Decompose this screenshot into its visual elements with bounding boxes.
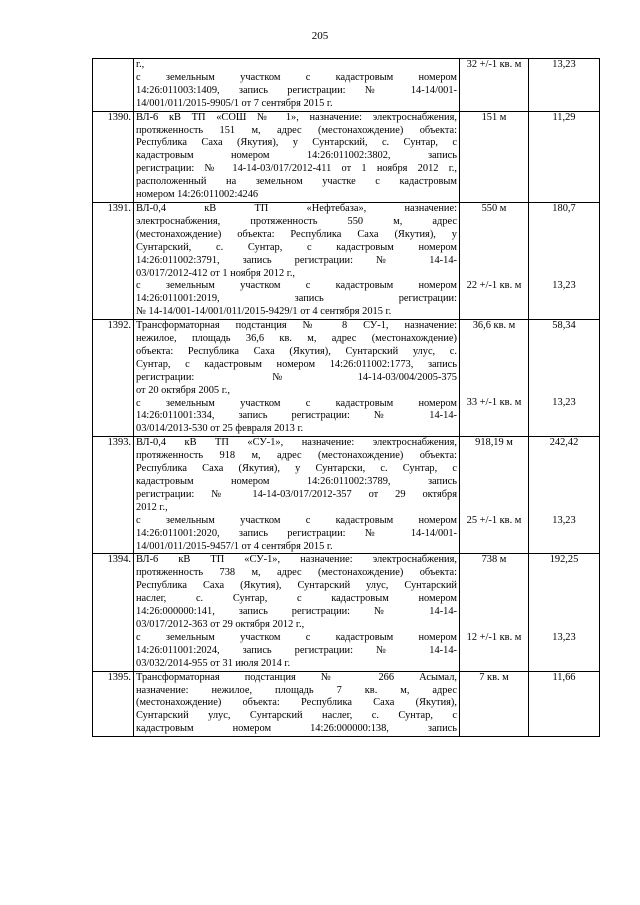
description-line: 03/017/2012-363 от 29 октября 2012 г., (136, 618, 305, 630)
row-description (134, 320, 460, 437)
area-value: 25 +/-1 кв. м (466, 514, 522, 526)
table-row (93, 111, 600, 202)
row-description (134, 202, 460, 319)
row-description (134, 59, 460, 112)
description-line: назначение: нежилое, площадь 7 кв. м, адрес (136, 684, 457, 696)
row-value (529, 59, 600, 112)
description-line: Сунтарский улус, Сунтарский наслег, с. Сунтар, с (136, 710, 457, 722)
row-number: 1391. (93, 202, 134, 319)
description-line: ВЛ-0,4 кВ ТП «СУ-1», назначение: электроснабжения, (136, 437, 457, 449)
table-row (93, 59, 600, 112)
description-line: Республика Саха (Якутия), у Сунтарский, с. Сунтар, с (136, 137, 457, 149)
description-line: 14:26:011003:1409, запись регистрации: № 14-14/001- (136, 84, 457, 96)
table-row (93, 320, 600, 437)
row-area (460, 111, 529, 202)
description-line: кадастровым номером 14:26:000000:138, запись (136, 723, 457, 735)
area-value: 738 м (481, 554, 507, 566)
cost-value: 242,42 (549, 437, 579, 449)
row-description (134, 671, 460, 737)
cost-value: 192,25 (549, 554, 579, 566)
description-line: 14:26:011002:3791, запись регистрации: № 14-14- (136, 254, 457, 266)
description-line: номером 14:26:011002:4246 (136, 189, 259, 201)
description-line: с земельным участком с кадастровым номером (136, 397, 457, 409)
area-value: 12 +/-1 кв. м (466, 631, 522, 643)
description-line: 2012 г., (136, 501, 168, 513)
description-line: ВЛ-6 кВ ТП «СУ-1», назначение: электроснабжения, (136, 554, 457, 566)
description-line: г., (136, 59, 145, 70)
description-line: 14:26:000000:141, запись регистрации: № 14-14- (136, 606, 457, 618)
cost-value: 13,23 (552, 280, 576, 292)
cost-value: 11,66 (552, 671, 576, 683)
row-value (529, 437, 600, 554)
description-line: Республика Саха (Якутия), у Сунтарски, с. Сунтар, с (136, 463, 457, 475)
table-row (93, 202, 600, 319)
cost-value: 180,7 (552, 202, 576, 214)
description-line: 14:26:011001:334, запись регистрации: № 14-14- (136, 410, 457, 422)
description-line: с земельным участком с кадастровым номером (136, 280, 457, 292)
row-area (460, 437, 529, 554)
row-number: 1395. (93, 671, 134, 737)
row-description (134, 111, 460, 202)
table-row (93, 671, 600, 737)
description-line: (местонахождение) объекта: Республика Саха (Якутия), у (136, 228, 457, 240)
area-value: 151 м (481, 111, 507, 123)
row-area (460, 59, 529, 112)
row-description (134, 554, 460, 671)
property-registry-table (92, 58, 600, 737)
description-line: (местонахождение) объекта: Республика Саха (Якутия), (136, 697, 457, 709)
area-value: 33 +/-1 кв. м (466, 397, 522, 409)
description-line: с земельным участком с кадастровым номером (136, 71, 457, 83)
description-line: кадастровым номером 14:26:011002:3789, запись (136, 476, 457, 487)
row-number: 1394. (93, 554, 134, 671)
row-number: 1392. (93, 320, 134, 437)
cost-value: 13,23 (552, 59, 576, 70)
description-line: протяженность 151 м, адрес (местонахождение) объекта: (136, 124, 457, 136)
description-line: с земельным участком с кадастровым номером (136, 631, 457, 643)
cost-value: 58,34 (552, 320, 576, 332)
row-value (529, 671, 600, 737)
description-line: Сунтар, с кадастровым номером 14:26:011002:1773, запись (136, 358, 457, 370)
description-line: 03/017/2012-412 от 1 ноября 2012 г., (136, 267, 296, 279)
row-value (529, 554, 600, 671)
row-value (529, 202, 600, 319)
cost-value: 13,23 (552, 631, 576, 643)
description-line: 14/001/011/2015-9905/1 от 7 сентября 2015 г. (136, 97, 333, 109)
area-value: 550 м (481, 202, 507, 214)
description-line: Сунтарский, с. Сунтар, с кадастровым номером (136, 241, 457, 253)
cost-value: 11,29 (552, 111, 576, 123)
description-line: 14:26:011001:2024, запись регистрации: № 14-14- (136, 644, 457, 656)
row-number: 1393. (93, 437, 134, 554)
description-line: регистрации: №14-14-03/004/2005-375 (136, 371, 457, 383)
description-line: с земельным участком с кадастровым номером (136, 514, 457, 526)
row-value (529, 111, 600, 202)
description-line: 03/032/2014-955 от 31 июля 2014 г. (136, 657, 291, 669)
row-number (93, 59, 134, 112)
description-line: ВЛ-0,4 кВ ТП «Нефтебаза», назначение: (136, 202, 457, 214)
description-line: электроснабжения, протяженность 550 м, адрес (136, 215, 457, 227)
table-row (93, 437, 600, 554)
row-area (460, 671, 529, 737)
description-line: кадастровым номером 14:26:011002:3802, запись (136, 150, 457, 162)
description-line: Трансформаторная подстанция № 266 Асымал, (136, 671, 457, 683)
description-line: 03/014/2013-530 от 25 февраля 2013 г. (136, 423, 304, 435)
row-description (134, 437, 460, 554)
description-line: Республика Саха (Якутия), Сунтарский улус, Сунтарский (136, 580, 457, 592)
table-row (93, 554, 600, 671)
description-line: 14:26:011001:2020, запись регистрации: № 14-14/001- (136, 527, 457, 539)
description-line: 14/001/011/2015-9457/1 от 4 сентября 2015 г. (136, 540, 333, 552)
cost-value: 13,23 (552, 514, 576, 526)
area-value: 32 +/-1 кв. м (466, 59, 522, 70)
row-value (529, 320, 600, 437)
area-value: 7 кв. м (479, 671, 509, 683)
row-number: 1390. (93, 111, 134, 202)
description-line: расположенный на земельном участке с кадастровым (136, 176, 457, 188)
description-line: регистрации: № 14-14-03/017/2012-411 от 1 ноября 2012 г., (136, 163, 457, 175)
row-area (460, 554, 529, 671)
description-line: № 14-14/001-14/001/011/2015-9429/1 от 4 сентября 2015 г. (136, 306, 392, 318)
description-line: ВЛ-6 кВ ТП «СОШ № 1», назначение: электроснабжения, (136, 111, 457, 123)
area-value: 22 +/-1 кв. м (466, 280, 522, 292)
description-line: 14:26:011001:2019, запись регистрации: (136, 293, 457, 305)
description-line: протяженность 738 м, адрес (местонахождение) объекта: (136, 567, 457, 579)
description-line: нежилое, площадь 36,6 кв. м, адрес (местонахождение) (136, 333, 457, 345)
description-line: Трансформаторная подстанция № 8 СУ-1, назначение: (136, 320, 457, 332)
row-area (460, 320, 529, 437)
description-line: наслег, с. Сунтар, с кадастровым номером (136, 593, 457, 605)
description-line: протяженность 918 м, адрес (местонахождение) объекта: (136, 450, 457, 462)
area-value: 36,6 кв. м (472, 320, 516, 332)
description-line: регистрации: № 14-14-03/017/2012-357 от 29 октября (136, 488, 457, 500)
page-number: 205 (311, 30, 329, 42)
cost-value: 13,23 (552, 397, 576, 409)
description-line: от 20 октября 2005 г., (136, 384, 230, 396)
row-area (460, 202, 529, 319)
area-value: 918,19 м (475, 437, 513, 449)
description-line: объекта: Республика Саха (Якутия), Сунтарский улус, с. (136, 345, 457, 357)
